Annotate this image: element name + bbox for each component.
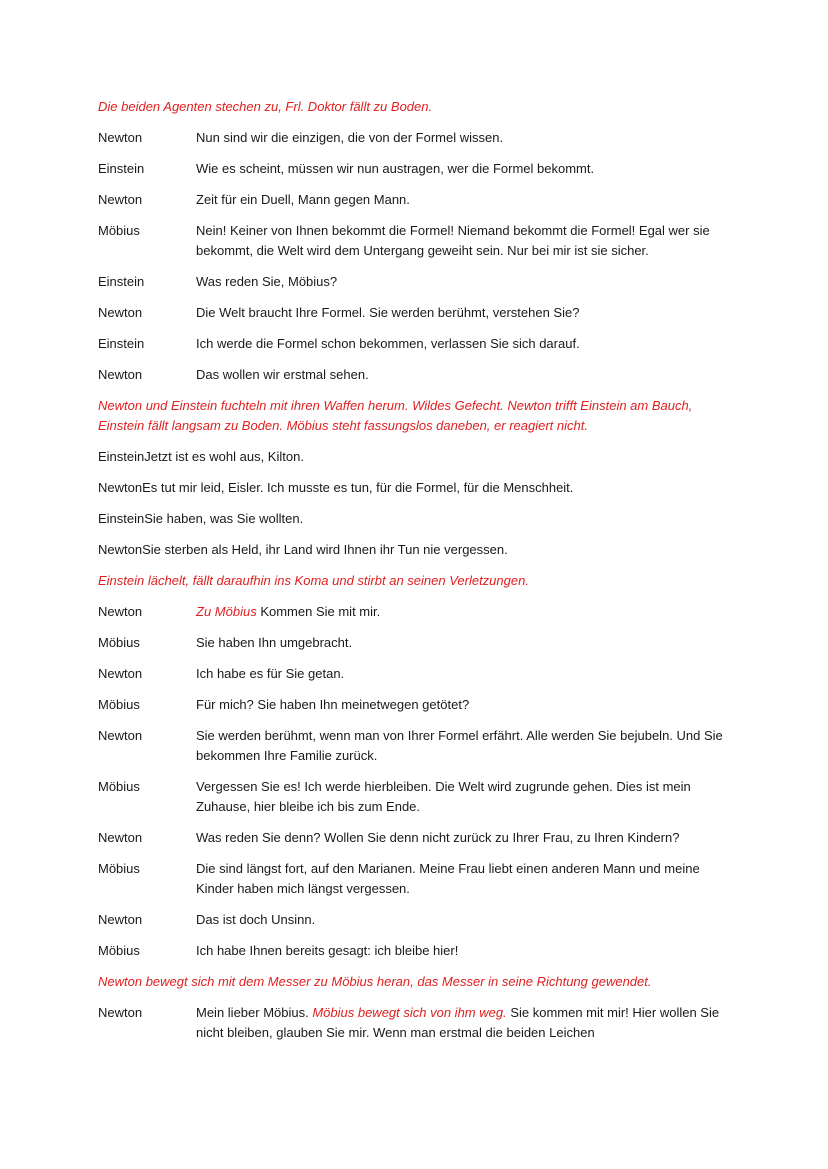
speaker-name: Möbius [98, 697, 140, 712]
stage-direction: Die beiden Agenten stechen zu, Frl. Doktor fällt zu Boden. [98, 99, 433, 114]
speech-text: Jetzt ist es wohl aus, Kilton. [144, 449, 304, 464]
speech-part: Mein lieber Möbius. [196, 1005, 313, 1020]
dialogue-line-inline [98, 447, 738, 467]
speaker-name: Newton [98, 912, 143, 927]
speech-text: Die Welt braucht Ihre Formel. Sie werden berühmt, verstehen Sie? [196, 305, 580, 320]
script-page [98, 97, 738, 1054]
speech-text: Sie haben Ihn umgebracht. [196, 635, 353, 650]
speaker-name: Newton [98, 604, 143, 619]
stage-direction: Newton bewegt sich mit dem Messer zu Möbius heran, das Messer in seine Richtung gewendet. [98, 974, 652, 989]
speech-text: Die sind längst fort, auf den Marianen. Meine Frau liebt einen anderen Mann und meine Kinder haben mich längst vergessen. [196, 861, 700, 896]
speaker-name: Newton [98, 480, 143, 495]
speaker-name: Newton [98, 192, 143, 207]
speech-text: Es tut mir leid, Eisler. Ich musste es tun, für die Formel, für die Menschheit. [142, 480, 574, 495]
stage-direction: Einstein lächelt, fällt daraufhin ins Koma und stirbt an seinen Verletzungen. [98, 573, 529, 588]
speaker-name: Newton [98, 305, 143, 320]
speech-text: Sie haben, was Sie wollten. [144, 511, 304, 526]
speaker-name: Möbius [98, 861, 140, 876]
speaker-name: Möbius [98, 223, 140, 238]
speech-text: Wie es scheint, müssen wir nun austragen, wer die Formel bekommt. [196, 161, 595, 176]
speech-text [196, 1003, 738, 1043]
dialogue-line [98, 602, 738, 622]
dialogue-line-inline [98, 540, 738, 560]
dialogue-line [98, 272, 738, 292]
speech-text: Sie sterben als Held, ihr Land wird Ihnen ihr Tun nie vergessen. [142, 542, 508, 557]
dialogue-line [98, 664, 738, 684]
dialogue-line [98, 1003, 738, 1043]
speech-text: Vergessen Sie es! Ich werde hierbleiben. Die Welt wird zugrunde gehen. Dies ist mein Zuhause, hier bleibe ich bis zum Ende. [196, 779, 691, 814]
speech-text: Das ist doch Unsinn. [196, 912, 316, 927]
speaker-name: Möbius [98, 779, 140, 794]
speech-text: Ich werde die Formel schon bekommen, verlassen Sie sich darauf. [196, 336, 580, 351]
speech-text: Nein! Keiner von Ihnen bekommt die Formel! Niemand bekommt die Formel! Egal wer sie bekommt, die Welt wird dem Untergang geweiht sein. Nur bei mir ist sie sicher. [196, 223, 710, 258]
speech-text: Was reden Sie, Möbius? [196, 274, 338, 289]
dialogue-line [98, 128, 738, 148]
speech-text: Zeit für ein Duell, Mann gegen Mann. [196, 192, 410, 207]
speech-text: Das wollen wir erstmal sehen. [196, 367, 369, 382]
speech-text: Ich habe es für Sie getan. [196, 666, 345, 681]
speaker-name: Newton [98, 1005, 143, 1020]
speech-text: Für mich? Sie haben Ihn meinetwegen getötet? [196, 697, 470, 712]
dialogue-line [98, 910, 738, 930]
speech-text: Sie werden berühmt, wenn man von Ihrer Formel erfährt. Alle werden Sie bejubeln. Und Sie bekommen Ihre Familie zurück. [196, 728, 723, 763]
speaker-name: Einstein [98, 511, 145, 526]
speaker-name: Newton [98, 830, 143, 845]
dialogue-line [98, 190, 738, 210]
speaker-name: Newton [98, 130, 143, 145]
dialogue-line [98, 941, 738, 961]
speaker-name: Newton [98, 542, 143, 557]
speech-text: Ich habe Ihnen bereits gesagt: ich bleibe hier! [196, 943, 459, 958]
dialogue-line-inline [98, 509, 738, 529]
stage-direction: Newton und Einstein fuchteln mit ihren Waffen herum. Wildes Gefecht. Newton trifft Einstein am Bauch, Einstein fällt langsam zu Boden. Möbius steht fassungslos daneben, er reagiert nicht. [98, 398, 693, 433]
speaker-name: Einstein [98, 336, 145, 351]
inline-stage-direction: Zu Möbius [196, 604, 257, 619]
dialogue-line [98, 221, 738, 261]
speech-part: Kommen Sie mit mir. [256, 604, 381, 619]
speaker-name: Newton [98, 728, 143, 743]
dialogue-line [98, 303, 738, 323]
speech-part: Sie kommen mit mir! Hier wollen Sie nicht bleiben, glauben Sie mir. Wenn man erstmal die beiden Leichen [196, 1005, 720, 1040]
dialogue-line [98, 159, 738, 179]
dialogue-line-inline [98, 478, 738, 498]
speaker-name: Newton [98, 367, 143, 382]
speaker-name: Einstein [98, 161, 145, 176]
speaker-name: Newton [98, 666, 143, 681]
speaker-name: Möbius [98, 635, 140, 650]
speech-text: Was reden Sie denn? Wollen Sie denn nicht zurück zu Ihrer Frau, zu Ihren Kindern? [196, 830, 680, 845]
dialogue-line [98, 633, 738, 653]
dialogue-line [98, 828, 738, 848]
dialogue-line [98, 365, 738, 385]
speaker-name: Einstein [98, 274, 145, 289]
speech-text [196, 602, 738, 622]
speech-text: Nun sind wir die einzigen, die von der Formel wissen. [196, 130, 504, 145]
dialogue-line [98, 859, 738, 899]
inline-stage-direction: Möbius bewegt sich von ihm weg. [312, 1005, 507, 1020]
dialogue-line [98, 726, 738, 766]
dialogue-line [98, 334, 738, 354]
dialogue-line [98, 777, 738, 817]
dialogue-line [98, 695, 738, 715]
speaker-name: Möbius [98, 943, 140, 958]
speaker-name: Einstein [98, 449, 145, 464]
